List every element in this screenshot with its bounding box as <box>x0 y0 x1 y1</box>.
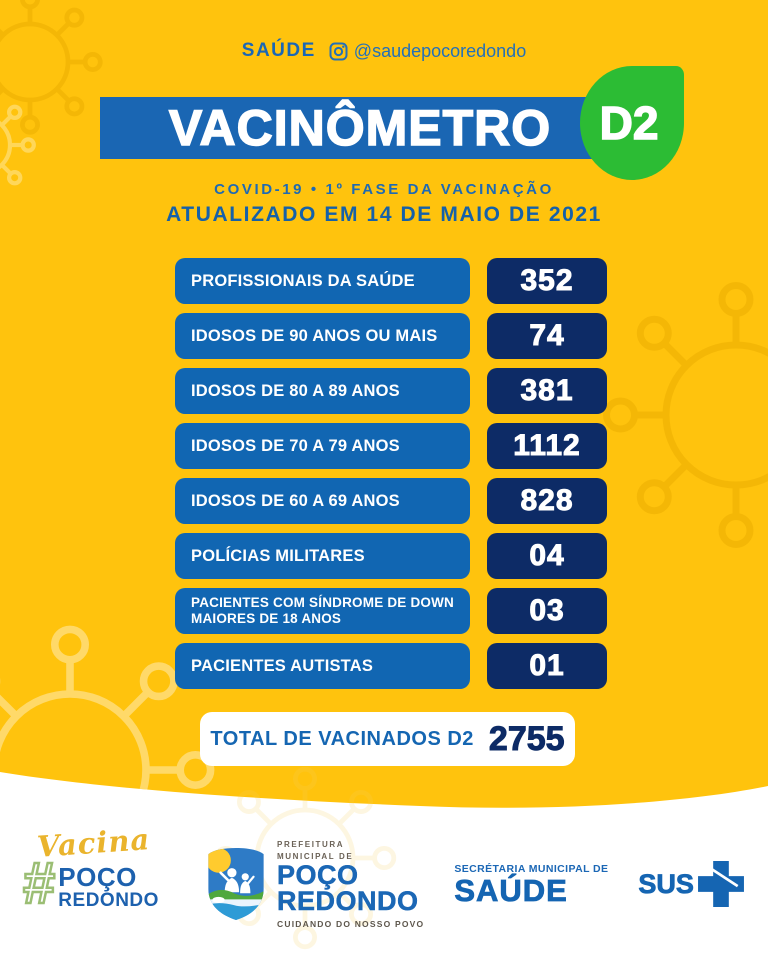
row-value: 828 <box>487 478 607 524</box>
table-row <box>175 368 607 414</box>
table-row <box>175 258 607 304</box>
brand-label: SAÚDE <box>241 40 316 61</box>
total-label: TOTAL DE VACINADOS D2 <box>210 727 474 750</box>
subtitle-phase: COVID-19 • 1º FASE DA VACINAÇÃO <box>214 181 554 198</box>
row-label: PROFISSIONAIS DA SAÚDE <box>175 258 470 304</box>
header <box>0 40 768 62</box>
total-row <box>200 712 575 766</box>
row-label: POLÍCIAS MILITARES <box>175 533 470 579</box>
instagram-icon <box>329 42 348 61</box>
row-label: IDOSOS DE 70 A 79 ANOS <box>175 423 470 469</box>
prefeitura-small-line1: PREFEITURA <box>277 840 345 850</box>
prefeitura-city-line2: REDONDO <box>277 886 419 917</box>
table-row <box>175 313 607 359</box>
row-value: 352 <box>487 258 607 304</box>
row-label: IDOSOS DE 60 A 69 ANOS <box>175 478 470 524</box>
row-label: PACIENTES AUTISTAS <box>175 643 470 689</box>
row-value: 04 <box>487 533 607 579</box>
vacina-campaign-logo <box>23 822 175 940</box>
footer <box>0 808 768 960</box>
d2-badge-label: D2 <box>599 97 659 149</box>
row-label: IDOSOS DE 90 ANOS OU MAIS <box>175 313 470 359</box>
table-row <box>175 478 607 524</box>
title-bar <box>100 97 620 159</box>
rows <box>175 258 607 689</box>
campaign-city-line2: REDONDO <box>58 890 159 911</box>
hashtag-icon: # <box>23 851 56 916</box>
secretaria-name: SAÚDE <box>454 872 568 908</box>
sus-label: SUS <box>638 868 694 899</box>
prefeitura-small-line2: MUNICIPAL DE <box>277 851 354 861</box>
total-value: 2755 <box>488 719 565 758</box>
instagram-handle-text: @saudepocoredondo <box>353 40 527 61</box>
row-label: IDOSOS DE 80 A 89 ANOS <box>175 368 470 414</box>
row-value: 1112 <box>487 423 607 469</box>
prefeitura-logo <box>205 839 424 928</box>
sus-logo <box>638 860 745 908</box>
row-label: PACIENTES COM SÍNDROME DE DOWN MAIORES DE 18 ANOS <box>175 588 470 634</box>
instagram-handle <box>329 41 526 62</box>
row-value: 381 <box>487 368 607 414</box>
table-row <box>175 533 607 579</box>
municipal-shield-icon <box>205 847 267 921</box>
secretaria-small-text: SECRÉTARIA MUNICIPAL DE <box>454 862 609 875</box>
d2-badge <box>580 66 684 180</box>
sus-cross-icon <box>697 860 745 908</box>
subtitle-updated: ATUALIZADO EM 14 DE MAIO DE 2021 <box>166 203 602 226</box>
page-title: VACINÔMETRO <box>168 100 552 156</box>
row-value: 01 <box>487 643 607 689</box>
row-value: 74 <box>487 313 607 359</box>
prefeitura-city-line1: POÇO <box>277 859 359 890</box>
table-row <box>175 643 607 689</box>
table-row <box>175 423 607 469</box>
prefeitura-slogan: CUIDANDO DO NOSSO POVO <box>277 918 425 929</box>
vacina-script-text: Vacina <box>35 822 152 864</box>
row-value: 03 <box>487 588 607 634</box>
table-row <box>175 588 607 634</box>
secretaria-logo <box>454 863 608 906</box>
campaign-city-line1: POÇO <box>58 862 137 892</box>
